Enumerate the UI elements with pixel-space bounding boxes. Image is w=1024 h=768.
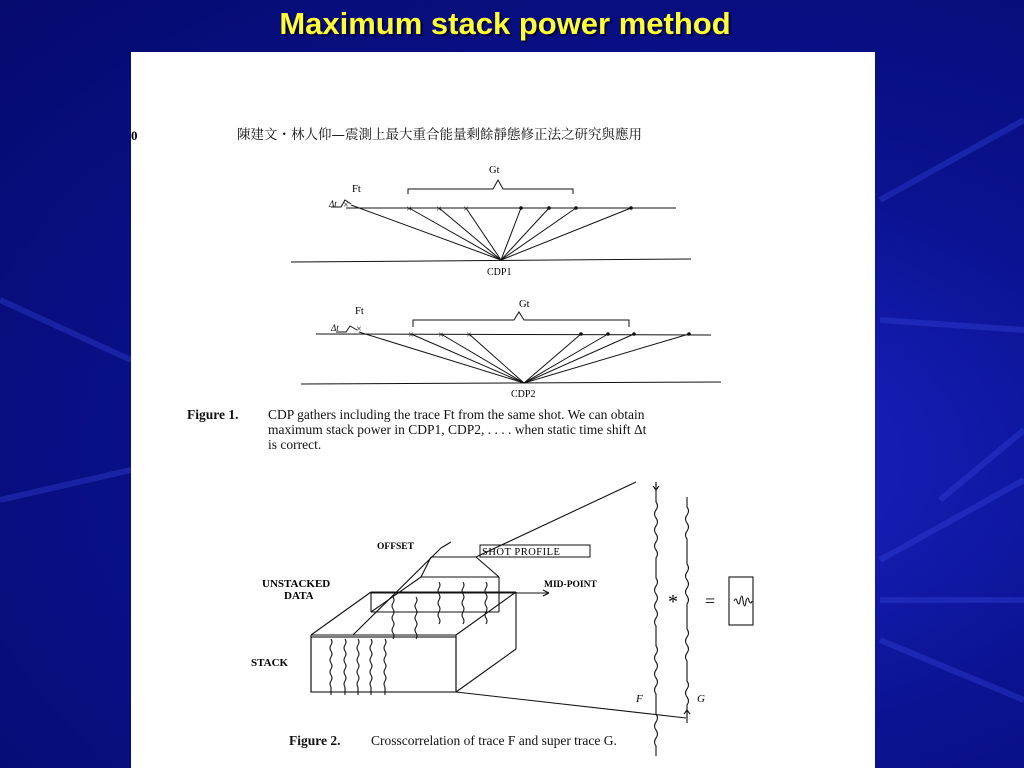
fig1-top-diagram (291, 180, 691, 262)
fig1-top-dt: Δt (329, 199, 337, 209)
fig2-f-label: F (636, 693, 643, 705)
fig1-bottom-diagram (301, 312, 721, 384)
svg-text:×: × (463, 204, 469, 215)
fig2-g-label: G (697, 693, 705, 705)
fig1-bottom-ft: Ft (355, 306, 364, 317)
paper-header: 陳建文・林人仰—震測上最大重合能量剩餘靜態修正法之研究與應用 (237, 127, 642, 143)
fig1-caption-label: Figure 1. (187, 407, 239, 422)
fig2-unstacked-1: UNSTACKED (262, 578, 331, 590)
svg-text:×: × (408, 330, 414, 341)
fig2-equals: = (705, 591, 716, 611)
fig2-diagram (311, 482, 753, 756)
fig2-offset: OFFSET (377, 542, 414, 552)
fig1-caption-line3: is correct. (268, 437, 322, 452)
page-number: 0 (131, 128, 138, 143)
svg-text:×: × (356, 324, 362, 335)
svg-text:×: × (343, 200, 349, 211)
fig2-star: * (668, 591, 678, 613)
fig1-caption-line2: maximum stack power in CDP1, CDP2, . . . . when static time shift Δt (268, 422, 647, 437)
svg-text:×: × (436, 204, 442, 215)
fig1-bottom-cdp: CDP2 (511, 389, 536, 400)
fig1-bottom-dt: Δt (331, 323, 339, 333)
fig1-top-cdp: CDP1 (487, 267, 512, 278)
svg-text:×: × (406, 204, 412, 215)
fig1-bottom-markers (356, 324, 691, 341)
fig2-caption-label: Figure 2. (289, 733, 341, 748)
slide-title: Maximum stack power method (279, 6, 731, 41)
svg-text:×: × (466, 330, 472, 341)
fig1-bottom-gt: Gt (519, 299, 530, 310)
fig2-shot-profile: SHOT PROFILE (482, 547, 561, 558)
fig1-caption-line1: CDP gathers including the trace Ft from the same shot. We can obtain (268, 407, 645, 422)
fig1-top-ft: Ft (352, 184, 361, 195)
svg-text:×: × (438, 330, 444, 341)
fig2-caption-text: Crosscorrelation of trace F and super trace G. (371, 733, 617, 748)
paper-page (131, 52, 875, 768)
fig2-mid-point: MID-POINT (544, 580, 597, 590)
fig2-stack: STACK (251, 657, 289, 669)
fig1-top-gt: Gt (489, 165, 500, 176)
fig2-unstacked-2: DATA (284, 590, 314, 602)
